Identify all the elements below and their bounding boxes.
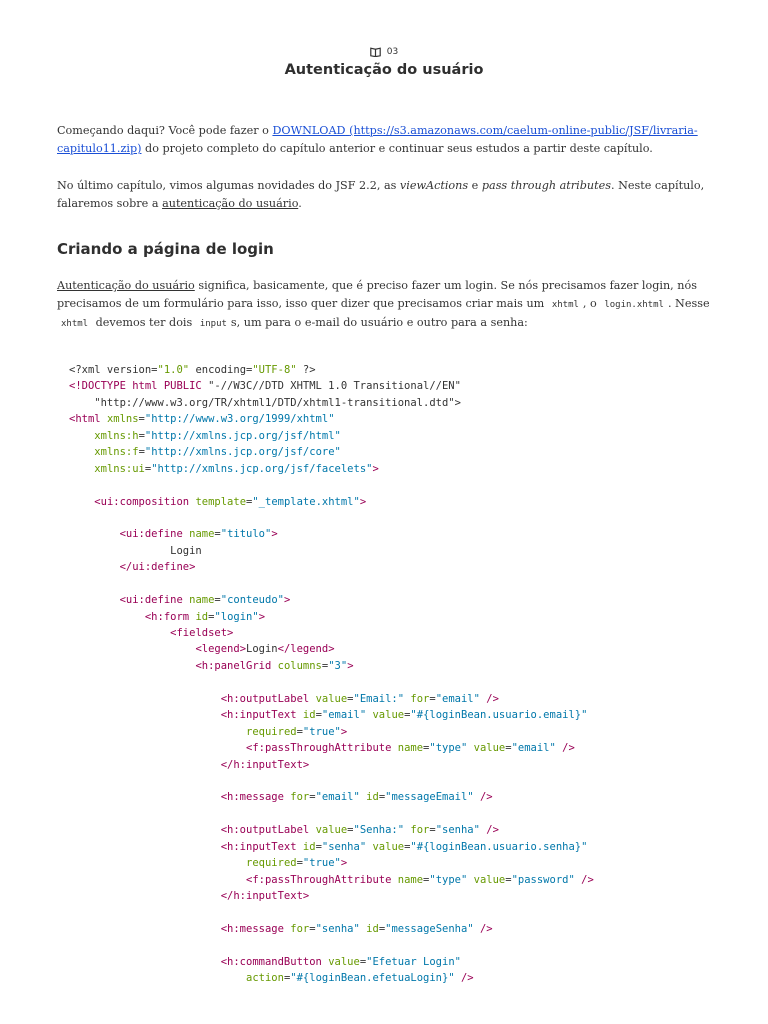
code-token: <f:passThroughAttribute <box>246 873 392 886</box>
code-token: </ui:define> <box>119 561 196 574</box>
code-token: <h:message <box>220 922 284 935</box>
code-token <box>69 561 120 573</box>
book-icon <box>370 47 381 57</box>
code-line <box>69 362 709 378</box>
code-line <box>69 658 709 674</box>
code-line <box>69 559 709 575</box>
code-token: "http://xmlns.jcp.org/jsf/html" <box>144 429 341 442</box>
code-token <box>69 890 221 902</box>
code-line <box>69 428 709 444</box>
code-token: = <box>404 709 411 722</box>
code-token: = <box>296 725 303 738</box>
code-token: = <box>378 922 386 935</box>
code-line <box>69 461 709 477</box>
code-token: id <box>302 840 316 853</box>
code-token: > <box>258 610 266 623</box>
code-token: "senha" <box>315 922 360 935</box>
code-token: = <box>214 528 221 541</box>
code-token <box>69 791 221 803</box>
code-token <box>69 463 94 475</box>
intro-suffix: do projeto completo do capítulo anterior e continuar seus estudos a partir deste capítulo. <box>141 142 653 155</box>
code-token: <h:panelGrid <box>195 659 272 672</box>
code-token: required <box>246 857 297 870</box>
code-token: id <box>366 922 379 935</box>
code-token: <ui:composition <box>94 495 190 508</box>
chapter-number: 03 <box>386 47 399 57</box>
code-token: <h:message <box>220 791 284 804</box>
code-token <box>69 956 221 968</box>
code-token: value <box>473 742 506 755</box>
code-line <box>69 740 709 756</box>
code-token: = <box>315 709 322 722</box>
code-token: <!DOCTYPE html PUBLIC <box>69 380 209 393</box>
code-token: <legend> <box>195 643 247 656</box>
code-token: value <box>315 692 348 705</box>
code-token: </h:inputText> <box>220 758 310 771</box>
code-token: = <box>404 840 411 853</box>
code-token: value <box>473 873 506 886</box>
code-token: = <box>214 594 221 607</box>
code-token: "true" <box>302 857 341 870</box>
code-token: /> <box>562 742 575 755</box>
login-auth-link[interactable]: Autenticação do usuário <box>57 279 195 292</box>
code-line <box>69 674 709 690</box>
code-line <box>69 822 709 838</box>
code-line <box>69 872 709 888</box>
login-part1: significa, basicamente, que é preciso fazer um login. Se nós precisamos fazer login, nós precisamos de um formulário para isso, isso quer dizer que precisamos criar mais um <box>57 279 697 310</box>
code-token: = <box>296 857 303 870</box>
code-line <box>69 970 709 986</box>
code-token: <ui:define <box>119 594 183 607</box>
code-line <box>69 395 709 411</box>
code-token: </legend> <box>277 643 335 656</box>
code-token: <h:commandButton <box>220 955 322 968</box>
code-token: "true" <box>302 725 341 738</box>
inline-code-xhtml: xhtml <box>551 300 579 310</box>
code-token: = <box>347 692 354 705</box>
code-token: ?> <box>296 364 316 376</box>
code-token: <h:inputText <box>220 840 297 853</box>
code-token <box>69 874 246 886</box>
code-token: for <box>410 824 430 837</box>
code-token: "_template.xhtml" <box>252 495 360 508</box>
code-token: <ui:define <box>119 528 183 541</box>
code-token: = <box>138 413 145 426</box>
download-url-line2: capitulo11.zip) <box>57 142 142 155</box>
code-line <box>69 592 709 608</box>
code-token: name <box>397 742 424 755</box>
code-token: /> <box>486 692 499 705</box>
code-token <box>69 627 170 639</box>
code-token: required <box>246 725 297 738</box>
code-token: "1.0" <box>157 364 190 376</box>
code-token: "Efetuar Login" <box>366 955 461 968</box>
code-token: "titulo" <box>220 528 272 541</box>
code-token: "login" <box>214 610 259 623</box>
code-token: = <box>429 824 436 837</box>
code-token: = <box>283 972 291 985</box>
code-token: "http://www.w3.org/TR/xhtml1/DTD/xhtml1-transitional.dtd"> <box>69 396 461 409</box>
code-token <box>69 446 94 458</box>
code-token: value <box>372 840 405 853</box>
download-url-line1: (https://s3.amazonaws.com/caelum-online-public/JSF/livraria- <box>349 124 698 137</box>
code-token: /> <box>479 922 493 935</box>
code-line <box>69 855 709 871</box>
code-token: for <box>290 922 310 935</box>
code-token: "http://xmlns.jcp.org/jsf/facelets" <box>151 462 373 475</box>
code-line <box>69 839 709 855</box>
code-token: > <box>359 495 367 508</box>
code-token <box>69 611 145 623</box>
intro-prefix: Começando daqui? Você pode fazer o <box>57 124 273 137</box>
code-token: for <box>410 692 430 705</box>
code-token: columns <box>277 659 322 672</box>
code-token: = <box>423 742 430 755</box>
code-token: "http://xmlns.jcp.org/jsf/core" <box>144 446 341 459</box>
inline-code-input: input <box>199 319 227 329</box>
code-token: = <box>505 742 512 755</box>
code-token <box>69 643 195 655</box>
code-line <box>69 411 709 427</box>
code-token: name <box>189 594 215 607</box>
code-token: "type" <box>429 742 468 755</box>
code-token: = <box>321 659 329 672</box>
code-line <box>69 609 709 625</box>
code-token: name <box>397 873 424 886</box>
code-line <box>69 494 709 510</box>
code-token: > <box>283 594 291 607</box>
summary-em-passthrough: pass through atributes <box>481 179 611 192</box>
code-line <box>69 691 709 707</box>
code-token: <fieldset> <box>170 627 234 639</box>
code-token: > <box>347 659 354 672</box>
code-token: = <box>138 446 145 459</box>
code-token: </h:inputText> <box>220 890 310 902</box>
code-token <box>69 430 94 442</box>
code-line <box>69 954 709 970</box>
code-line <box>69 757 709 773</box>
code-line <box>69 937 709 953</box>
code-token: <h:outputLabel <box>220 824 310 837</box>
code-token: = <box>315 840 322 853</box>
code-token: "#{loginBean.usuario.email}" <box>410 709 588 722</box>
code-token: = <box>144 462 152 475</box>
login-part3: . Nesse <box>667 297 710 310</box>
intro-paragraph <box>57 122 712 158</box>
code-token: = <box>359 955 367 968</box>
code-token: = <box>429 692 436 705</box>
code-line <box>69 789 709 805</box>
code-token: "http://www.w3.org/1999/xhtml" <box>144 413 335 426</box>
code-token: "type" <box>429 873 468 886</box>
code-token: id <box>195 610 209 623</box>
chapter-header <box>0 44 768 78</box>
code-token <box>69 693 221 705</box>
code-token: = <box>246 495 253 508</box>
code-line <box>69 707 709 723</box>
code-token: xmlns:f <box>94 446 139 459</box>
login-part5: s, um para o e-mail do usuário e outro para a senha: <box>230 316 528 329</box>
code-token: id <box>302 709 316 722</box>
code-token: = <box>309 791 316 804</box>
code-token: "senha" <box>435 824 480 837</box>
code-token: xmlns <box>106 413 139 426</box>
code-line <box>69 477 709 493</box>
code-token: = <box>138 429 145 442</box>
code-line <box>69 921 709 937</box>
code-token: "messageSenha" <box>385 922 474 935</box>
code-token: "Senha:" <box>353 824 405 837</box>
inline-code-xhtml-2: xhtml <box>61 319 89 329</box>
code-token: "email" <box>435 692 480 705</box>
code-token: xmlns:ui <box>94 462 145 475</box>
code-token: id <box>366 791 379 804</box>
code-token: "UTF-8" <box>252 364 297 376</box>
code-token <box>69 496 94 508</box>
code-token <box>69 923 221 935</box>
code-token: = <box>423 873 430 886</box>
code-token: "-//W3C//DTD XHTML 1.0 Transitional//EN" <box>208 380 461 393</box>
code-token: = <box>309 922 316 935</box>
code-token: xmlns:h <box>94 429 139 442</box>
code-token: value <box>315 824 348 837</box>
code-token: /> <box>460 972 474 985</box>
code-token: "conteudo" <box>220 594 284 607</box>
code-token: /> <box>479 791 493 804</box>
code-token: <h:outputLabel <box>220 692 310 705</box>
code-line <box>69 806 709 822</box>
code-token: <html <box>69 413 101 426</box>
code-line <box>69 904 709 920</box>
code-token: for <box>290 791 310 804</box>
code-token: = <box>208 610 215 623</box>
login-paragraph <box>57 277 712 333</box>
section-title: Criando a página de login <box>57 240 274 258</box>
summary-part1: No último capítulo, vimos algumas novidades do JSF 2.2, as <box>57 179 400 192</box>
code-line <box>69 444 709 460</box>
code-token <box>69 528 120 540</box>
code-token: "messageEmail" <box>385 791 474 804</box>
code-line <box>69 543 709 559</box>
code-token: > <box>340 857 348 870</box>
code-token <box>69 972 246 984</box>
code-token: > <box>271 528 278 541</box>
inline-code-login-xhtml: login.xhtml <box>604 300 664 310</box>
code-token: "#{loginBean.usuario.senha}" <box>410 840 588 853</box>
code-token: /> <box>486 824 499 837</box>
code-line <box>69 526 709 542</box>
code-token <box>69 742 246 754</box>
chapter-number-row <box>0 44 768 60</box>
code-token: value <box>328 955 360 968</box>
chapter-summary-paragraph <box>57 177 712 213</box>
code-token: = <box>505 873 512 886</box>
code-token: "email" <box>321 709 367 722</box>
code-token: <f:passThroughAttribute <box>246 742 392 755</box>
code-token <box>69 857 246 869</box>
code-line <box>69 641 709 657</box>
code-line <box>69 724 709 740</box>
summary-part3: . Neste capítulo, falaremos sobre a <box>57 179 705 210</box>
code-line <box>69 510 709 526</box>
code-token: Login <box>246 643 278 656</box>
code-token: "email" <box>315 791 360 804</box>
code-token: /> <box>581 873 594 886</box>
summary-em-viewactions: viewActions <box>399 179 469 192</box>
summary-part4: . <box>298 197 302 210</box>
code-line <box>69 773 709 789</box>
code-token: "3" <box>328 659 348 672</box>
code-token <box>69 660 195 672</box>
login-part2: , o <box>582 297 601 310</box>
code-token: <h:inputText <box>220 709 297 722</box>
code-token: = <box>378 791 386 804</box>
login-part4: devemos ter dois <box>92 316 196 329</box>
code-token <box>69 841 221 853</box>
code-token: "senha" <box>321 840 367 853</box>
code-line <box>69 625 709 641</box>
code-token: = <box>347 824 354 837</box>
code-block <box>69 362 709 987</box>
code-token: encoding= <box>189 364 253 376</box>
code-token <box>69 709 221 721</box>
code-token: "email" <box>511 742 556 755</box>
code-token: "Email:" <box>353 692 405 705</box>
summary-part2: e <box>468 179 482 192</box>
chapter-title: Autenticação do usuário <box>284 62 484 78</box>
code-token <box>69 594 120 606</box>
download-label: DOWNLOAD <box>272 124 346 137</box>
summary-auth-link[interactable]: autenticação do usuário <box>162 197 299 210</box>
code-token <box>69 726 246 738</box>
code-token: action <box>246 972 284 985</box>
code-token: Login <box>69 544 202 557</box>
code-token: template <box>195 495 247 508</box>
code-line <box>69 888 709 904</box>
code-token: > <box>340 725 348 738</box>
code-line <box>69 576 709 592</box>
code-token: name <box>189 528 215 541</box>
code-token <box>69 824 221 836</box>
code-token: <h:form <box>144 610 190 623</box>
code-token: > <box>372 462 379 475</box>
code-token: "#{loginBean.efetuaLogin}" <box>290 972 455 985</box>
code-token: "password" <box>511 873 575 886</box>
code-token: <?xml version= <box>69 364 158 376</box>
code-token <box>69 759 221 771</box>
code-line <box>69 378 709 394</box>
code-token: value <box>372 709 405 722</box>
